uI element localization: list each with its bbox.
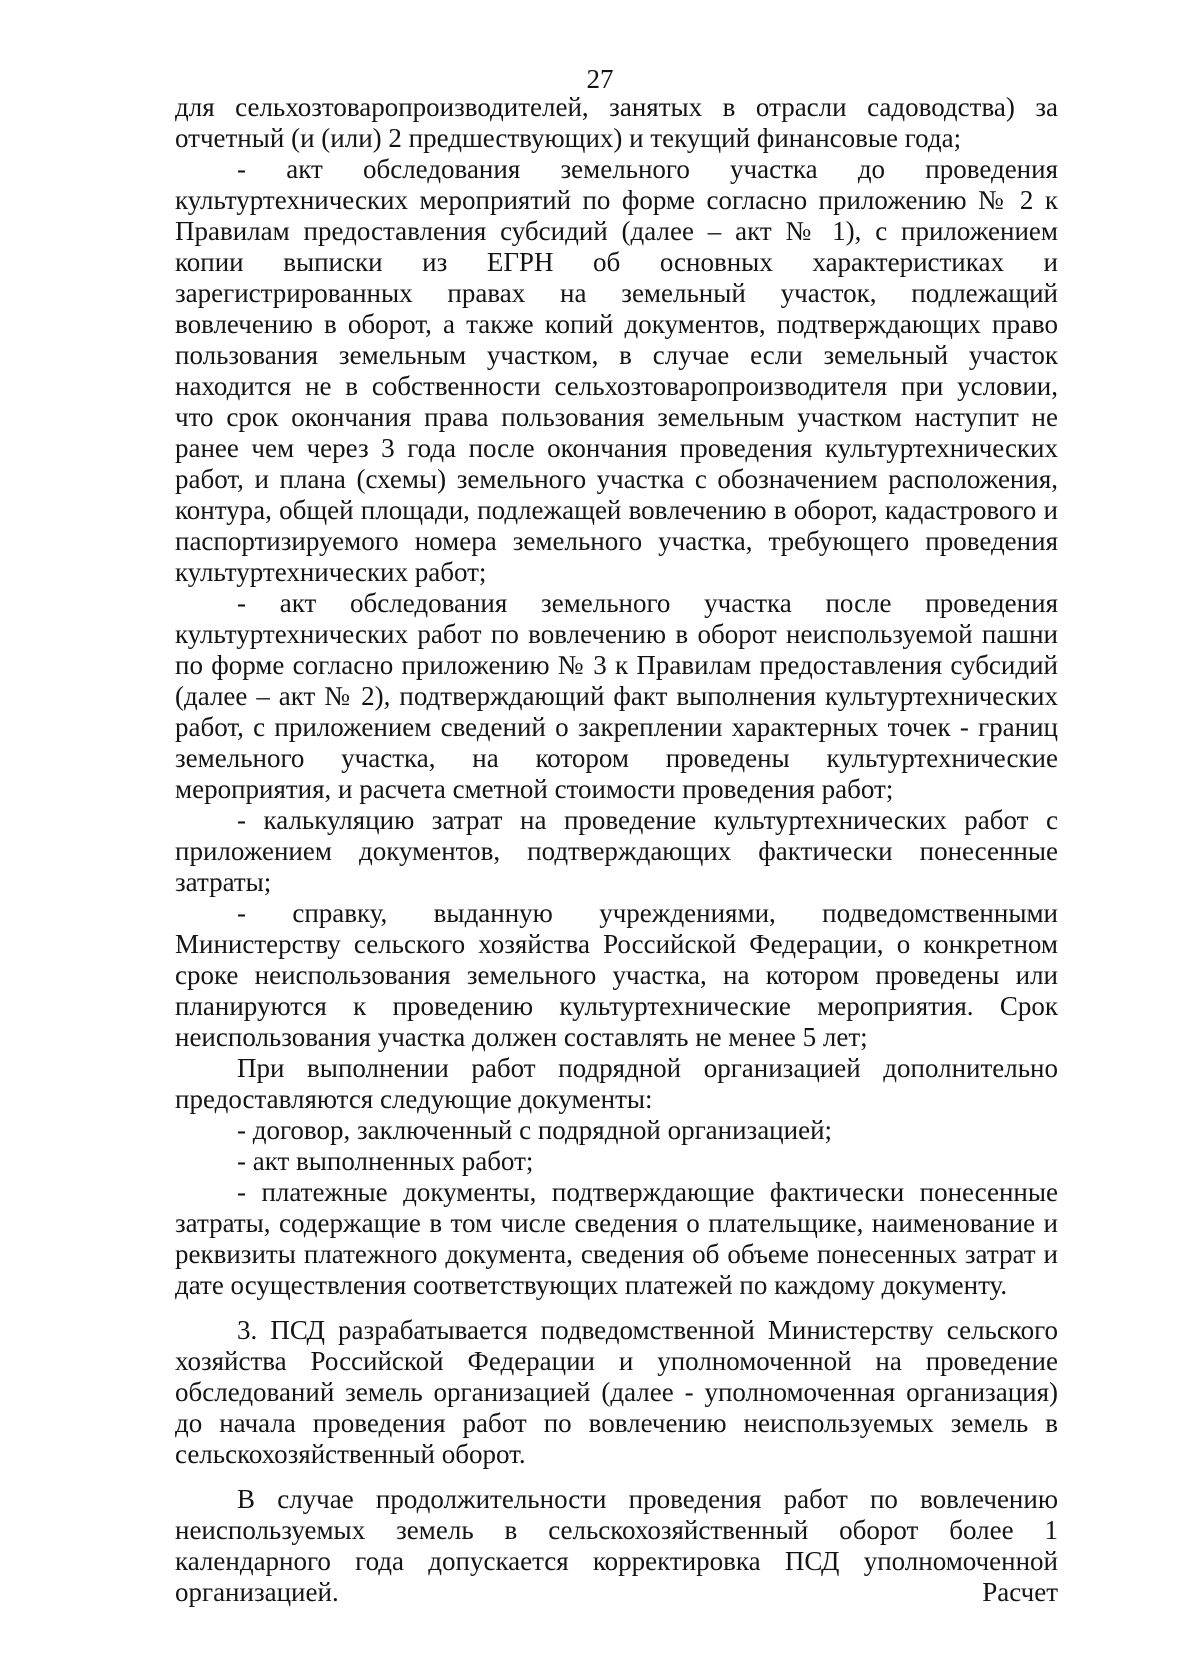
- paragraph-contractor-intro: При выполнении работ подрядной организацией дополнительно предоставляются следующие документы:: [175, 1053, 1058, 1114]
- paragraph-psd-correction: В случае продолжительности проведения работ по вовлечению неиспользуемых земель в сельскохозяйственный оборот более 1 календарного года допускается корректировка ПСД уполномоченной организацией. Расчет: [175, 1484, 1058, 1607]
- paragraph-certificate: - справку, выданную учреждениями, подведомственными Министерству сельского хозяйства Российской Федерации, о конкретном сроке неиспользования земельного участка, на котором проведены или планируются к проведению культуртехнические мероприятия. Срок неиспользования участка должен составлять не менее 5 лет;: [175, 898, 1058, 1052]
- paragraph-calculation: - калькуляцию затрат на проведение культуртехнических работ с приложением документов, подтверждающих фактически понесенные затраты;: [175, 805, 1058, 897]
- paragraph-completion-act: - акт выполненных работ;: [237, 1146, 534, 1176]
- paragraph-act-1: - акт обследования земельного участка до проведения культуртехнических мероприятий по форме согласно приложению № 2 к Правилам предоставления субсидий (далее – акт № 1), с приложением копии выписки из ЕГРН об основных характеристиках и зарегистрированных правах на земельный участок, подлежащий вовлечению в оборот, а также копий документов, подтверждающих право пользования земельным участком, в случае если земельный участок находится не в собственности сельхозтоваропроизводителя при условии, что срок окончания права пользования земельным участком наступит не ранее чем через 3 года после окончания проведения культуртехнических работ, и плана (схемы) земельного участка с обозначением расположения, контура, общей площади, подлежащей вовлечению в оборот, кадастрового и паспортизируемого номера земельного участка, требующего проведения культуртехнических работ;: [175, 154, 1058, 587]
- page-number: 27: [586, 64, 614, 94]
- paragraph-payment-documents: - платежные документы, подтверждающие фактически понесенные затраты, содержащие в том числе сведения о плательщике, наименование и реквизиты платежного документа, сведения об объеме понесенных затрат и дате осуществления соответствующих платежей по каждому документу.: [175, 1177, 1058, 1300]
- document-body: [175, 92, 1058, 1608]
- paragraph-act-2: - акт обследования земельного участка после проведения культуртехнических работ по вовлечению в оборот неиспользуемой пашни по форме согласно приложению № 3 к Правилам предоставления субсидий (далее – акт № 2), подтверждающий факт выполнения культуртехнических работ, с приложением сведений о закреплении характерных точек - границ земельного участка, на котором проведены культуртехнические мероприятия, и расчета сметной стоимости проведения работ;: [175, 588, 1058, 804]
- paragraph-contract: - договор, заключенный с подрядной организацией;: [237, 1115, 833, 1145]
- paragraph-continuation: для сельхозтоваропроизводителей, занятых в отрасли садоводства) за отчетный (и (или) 2 предшествующих) и текущий финансовые года;: [175, 92, 1058, 153]
- paragraph-section-3: 3. ПСД разрабатывается подведомственной Министерству сельского хозяйства Российской Федерации и уполномоченной на проведение обследований земель организацией (далее - уполномоченная организация) до начала проведения работ по вовлечению неиспользуемых земель в сельскохозяйственный оборот.: [175, 1315, 1058, 1469]
